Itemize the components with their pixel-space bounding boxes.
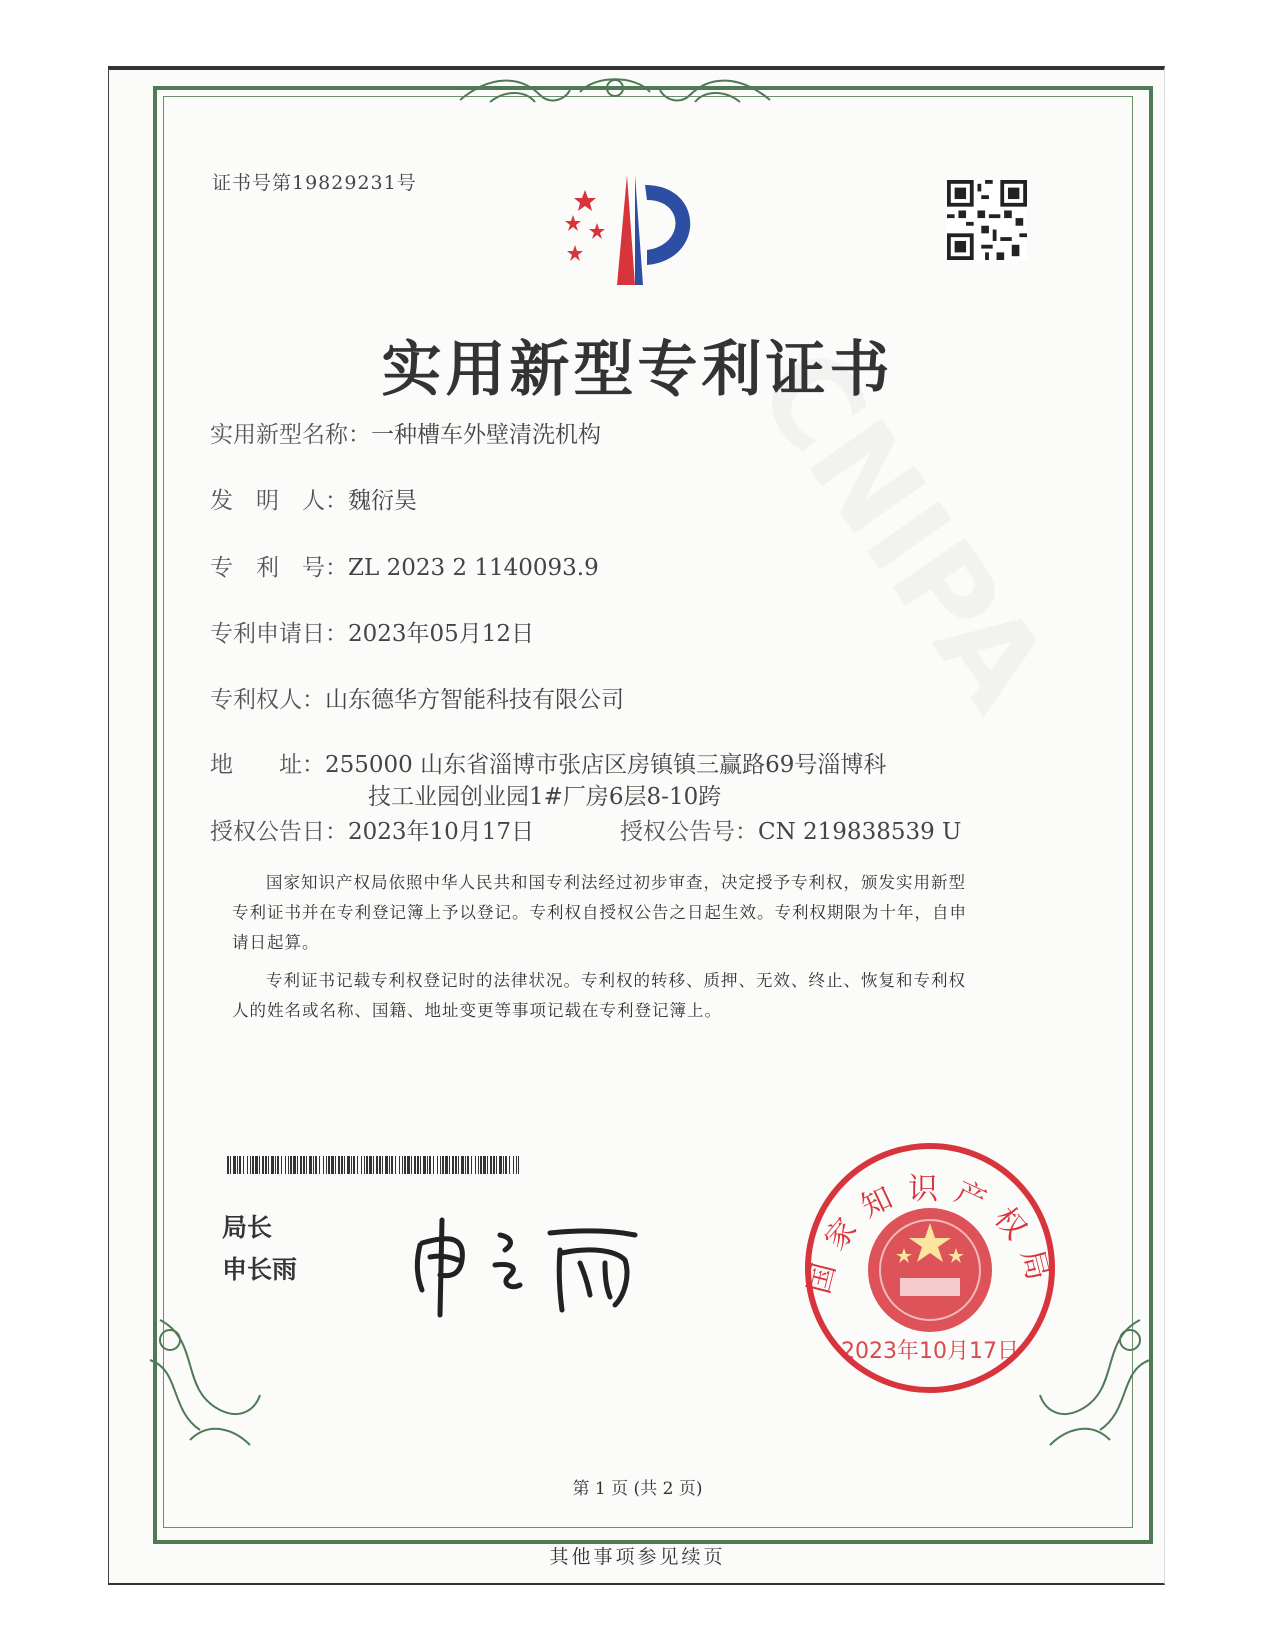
barcode-bar xyxy=(411,1156,412,1174)
barcode-bar xyxy=(423,1156,426,1174)
barcode-bar xyxy=(496,1156,497,1174)
paragraph-line: 专利证书并在专利登记簿上予以登记。专利权自授权公告之日起生效。专利权期限为十年，自申 xyxy=(232,903,967,922)
barcode-bar xyxy=(233,1156,236,1174)
barcode-bar xyxy=(271,1156,274,1174)
barcode-bar xyxy=(503,1156,504,1174)
barcode-bar xyxy=(483,1156,486,1174)
barcode-bar xyxy=(237,1156,238,1174)
barcode-bar xyxy=(247,1156,248,1174)
field-utility-model-name xyxy=(210,416,601,449)
paragraph-line: 专利证书记载专利权登记时的法律状况。专利权的转移、质押、无效、终止、恢复和专利权 xyxy=(266,971,966,990)
field-label: 发 明 人： xyxy=(210,488,348,514)
barcode-bar xyxy=(369,1156,372,1174)
barcode-bar xyxy=(323,1156,324,1174)
barcode-bar xyxy=(385,1156,388,1174)
barcode-bar xyxy=(290,1156,292,1174)
field-value: 魏衍昊 xyxy=(348,488,417,514)
barcode-bar xyxy=(338,1156,340,1174)
barcode-bar xyxy=(440,1156,441,1174)
field-value: 山东德华方智能科技有限公司 xyxy=(325,687,624,713)
svg-text:国家知识产权局 xyxy=(802,1172,1059,1298)
barcode-bar xyxy=(313,1156,314,1174)
barcode-bar xyxy=(361,1156,362,1174)
barcode-bar xyxy=(471,1156,472,1174)
field-address-line2 xyxy=(368,778,721,811)
barcode-bar xyxy=(465,1156,466,1174)
barcode-bar xyxy=(265,1156,267,1174)
field-label: 实用新型名称： xyxy=(210,422,371,448)
barcode-bar xyxy=(376,1156,378,1174)
barcode-bar xyxy=(239,1156,241,1174)
paragraph-line: 人的姓名或名称、国籍、地址变更等事项记载在专利登记簿上。 xyxy=(232,1001,722,1020)
field-value: 一种槽车外壁清洗机构 xyxy=(371,422,601,448)
barcode-bar xyxy=(449,1156,450,1174)
barcode-bar xyxy=(288,1156,289,1174)
barcode-bar xyxy=(373,1156,374,1174)
barcode-bar xyxy=(452,1156,454,1174)
barcode-bar xyxy=(250,1156,251,1174)
field-grant-date xyxy=(210,813,534,846)
field-label: 授权公告日： xyxy=(210,819,348,845)
qr-code xyxy=(947,180,1027,260)
certificate-title: 实用新型专利证书 xyxy=(381,335,894,405)
barcode-bar xyxy=(281,1156,282,1174)
barcode-bar xyxy=(407,1156,410,1174)
field-label: 专利权人： xyxy=(210,687,325,713)
barcode-bar xyxy=(478,1156,479,1174)
field-filing-date xyxy=(210,615,534,648)
barcode-bar xyxy=(389,1156,390,1174)
field-inventor xyxy=(210,482,417,515)
barcode-bar xyxy=(461,1156,464,1174)
barcode-bar xyxy=(467,1156,469,1174)
statement-paragraph-2 xyxy=(232,966,1062,1026)
barcode-bar xyxy=(414,1156,416,1174)
barcode-bar xyxy=(391,1156,393,1174)
field-value: ZL 2023 2 1140093.9 xyxy=(348,555,599,581)
barcode-bar xyxy=(437,1156,438,1174)
director-title: 局长 xyxy=(222,1213,273,1242)
field-value: CN 219838539 U xyxy=(758,819,962,845)
field-value: 2023年05月12日 xyxy=(348,621,535,647)
barcode-bar xyxy=(429,1156,431,1174)
barcode-bar xyxy=(417,1156,419,1174)
barcode-bar xyxy=(243,1156,244,1174)
barcode-bar xyxy=(285,1156,286,1174)
barcode-bar xyxy=(230,1156,231,1174)
barcode-bar xyxy=(259,1156,260,1174)
barcode-bar xyxy=(344,1156,345,1174)
barcode-bar xyxy=(364,1156,365,1174)
barcode-bar xyxy=(382,1156,383,1174)
barcode-bar xyxy=(427,1156,428,1174)
barcode-bar xyxy=(487,1156,488,1174)
barcode-bar xyxy=(306,1156,307,1174)
barcode-bar xyxy=(420,1156,421,1174)
barcode-bar xyxy=(328,1156,330,1174)
barcode-bar xyxy=(309,1156,312,1174)
barcode-bar xyxy=(326,1156,327,1174)
barcode-bar xyxy=(268,1156,269,1174)
field-label: 专利申请日： xyxy=(210,621,348,647)
barcode-bar xyxy=(442,1156,444,1174)
field-value: 2023年10月17日 xyxy=(348,819,535,845)
paragraph-line: 国家知识产权局依照中华人民共和国专利法经过初步审查，决定授予专利权，颁发实用新型 xyxy=(266,873,966,892)
barcode-bar xyxy=(475,1156,476,1174)
barcode-bar xyxy=(509,1156,510,1174)
barcode-bar xyxy=(277,1156,279,1174)
barcode-bar xyxy=(353,1156,355,1174)
paragraph-line: 请日起算。 xyxy=(232,933,320,952)
barcode-bar xyxy=(252,1156,254,1174)
barcode-bar xyxy=(404,1156,406,1174)
field-patentee xyxy=(210,681,624,714)
barcode-bar xyxy=(366,1156,368,1174)
cnipa-logo xyxy=(555,165,710,300)
certificate-number: 证书号第19829231号 xyxy=(212,172,417,194)
barcode-bar xyxy=(300,1156,302,1174)
barcode-bar xyxy=(499,1156,502,1174)
barcode-bar xyxy=(319,1156,320,1174)
director-signature xyxy=(410,1215,660,1320)
barcode-bar xyxy=(335,1156,336,1174)
continued-note: 其他事项参见续页 xyxy=(549,1546,726,1568)
field-value: 255000 山东省淄博市张店区房镇镇三赢路69号淄博科 xyxy=(325,752,887,778)
barcode-bar xyxy=(293,1156,296,1174)
barcode-bar xyxy=(433,1156,434,1174)
barcode-bar xyxy=(262,1156,264,1174)
barcode-bar xyxy=(315,1156,317,1174)
barcode-bar xyxy=(493,1156,495,1174)
barcode-bar xyxy=(513,1156,514,1174)
barcode-bar xyxy=(518,1156,519,1174)
barcode-bar xyxy=(458,1156,459,1174)
barcode-bar xyxy=(275,1156,276,1174)
barcode-bar xyxy=(331,1156,334,1174)
top-ornament xyxy=(450,70,780,110)
barcode-bar xyxy=(357,1156,358,1174)
barcode-bar xyxy=(505,1156,507,1174)
field-label: 授权公告号： xyxy=(620,819,758,845)
field-address xyxy=(210,746,886,779)
field-label: 专 利 号： xyxy=(210,555,348,581)
barcode-bar xyxy=(255,1156,258,1174)
barcode-bar xyxy=(395,1156,396,1174)
barcode-bar xyxy=(303,1156,305,1174)
barcode-bar xyxy=(227,1156,229,1174)
page-info: 第 1 页 (共 2 页) xyxy=(572,1479,703,1499)
field-value: 技工业园创业园1#厂房6层8-10跨 xyxy=(368,784,722,810)
barcode xyxy=(227,1156,519,1174)
barcode-bar xyxy=(516,1156,517,1174)
field-grant-number xyxy=(620,813,961,846)
field-patent-number xyxy=(210,549,599,582)
barcode-bar xyxy=(351,1156,352,1174)
statement-paragraph-1 xyxy=(232,868,1062,958)
barcode-bar xyxy=(341,1156,343,1174)
barcode-bar xyxy=(399,1156,400,1174)
seal-arc-text xyxy=(800,1138,1060,1398)
director-name: 申长雨 xyxy=(222,1255,298,1284)
barcode-bar xyxy=(480,1156,482,1174)
barcode-bar xyxy=(379,1156,381,1174)
barcode-bar xyxy=(402,1156,403,1174)
seal-date: 2023年10月17日 xyxy=(841,1339,1019,1364)
bottom-left-ornament xyxy=(140,1300,270,1450)
barcode-bar xyxy=(297,1156,298,1174)
barcode-bar xyxy=(490,1156,492,1174)
seal-text: 国家知识产权局 xyxy=(801,1171,1059,1298)
field-label: 地 址： xyxy=(210,752,325,778)
barcode-bar xyxy=(347,1156,350,1174)
barcode-bar xyxy=(445,1156,448,1174)
barcode-bar xyxy=(455,1156,457,1174)
